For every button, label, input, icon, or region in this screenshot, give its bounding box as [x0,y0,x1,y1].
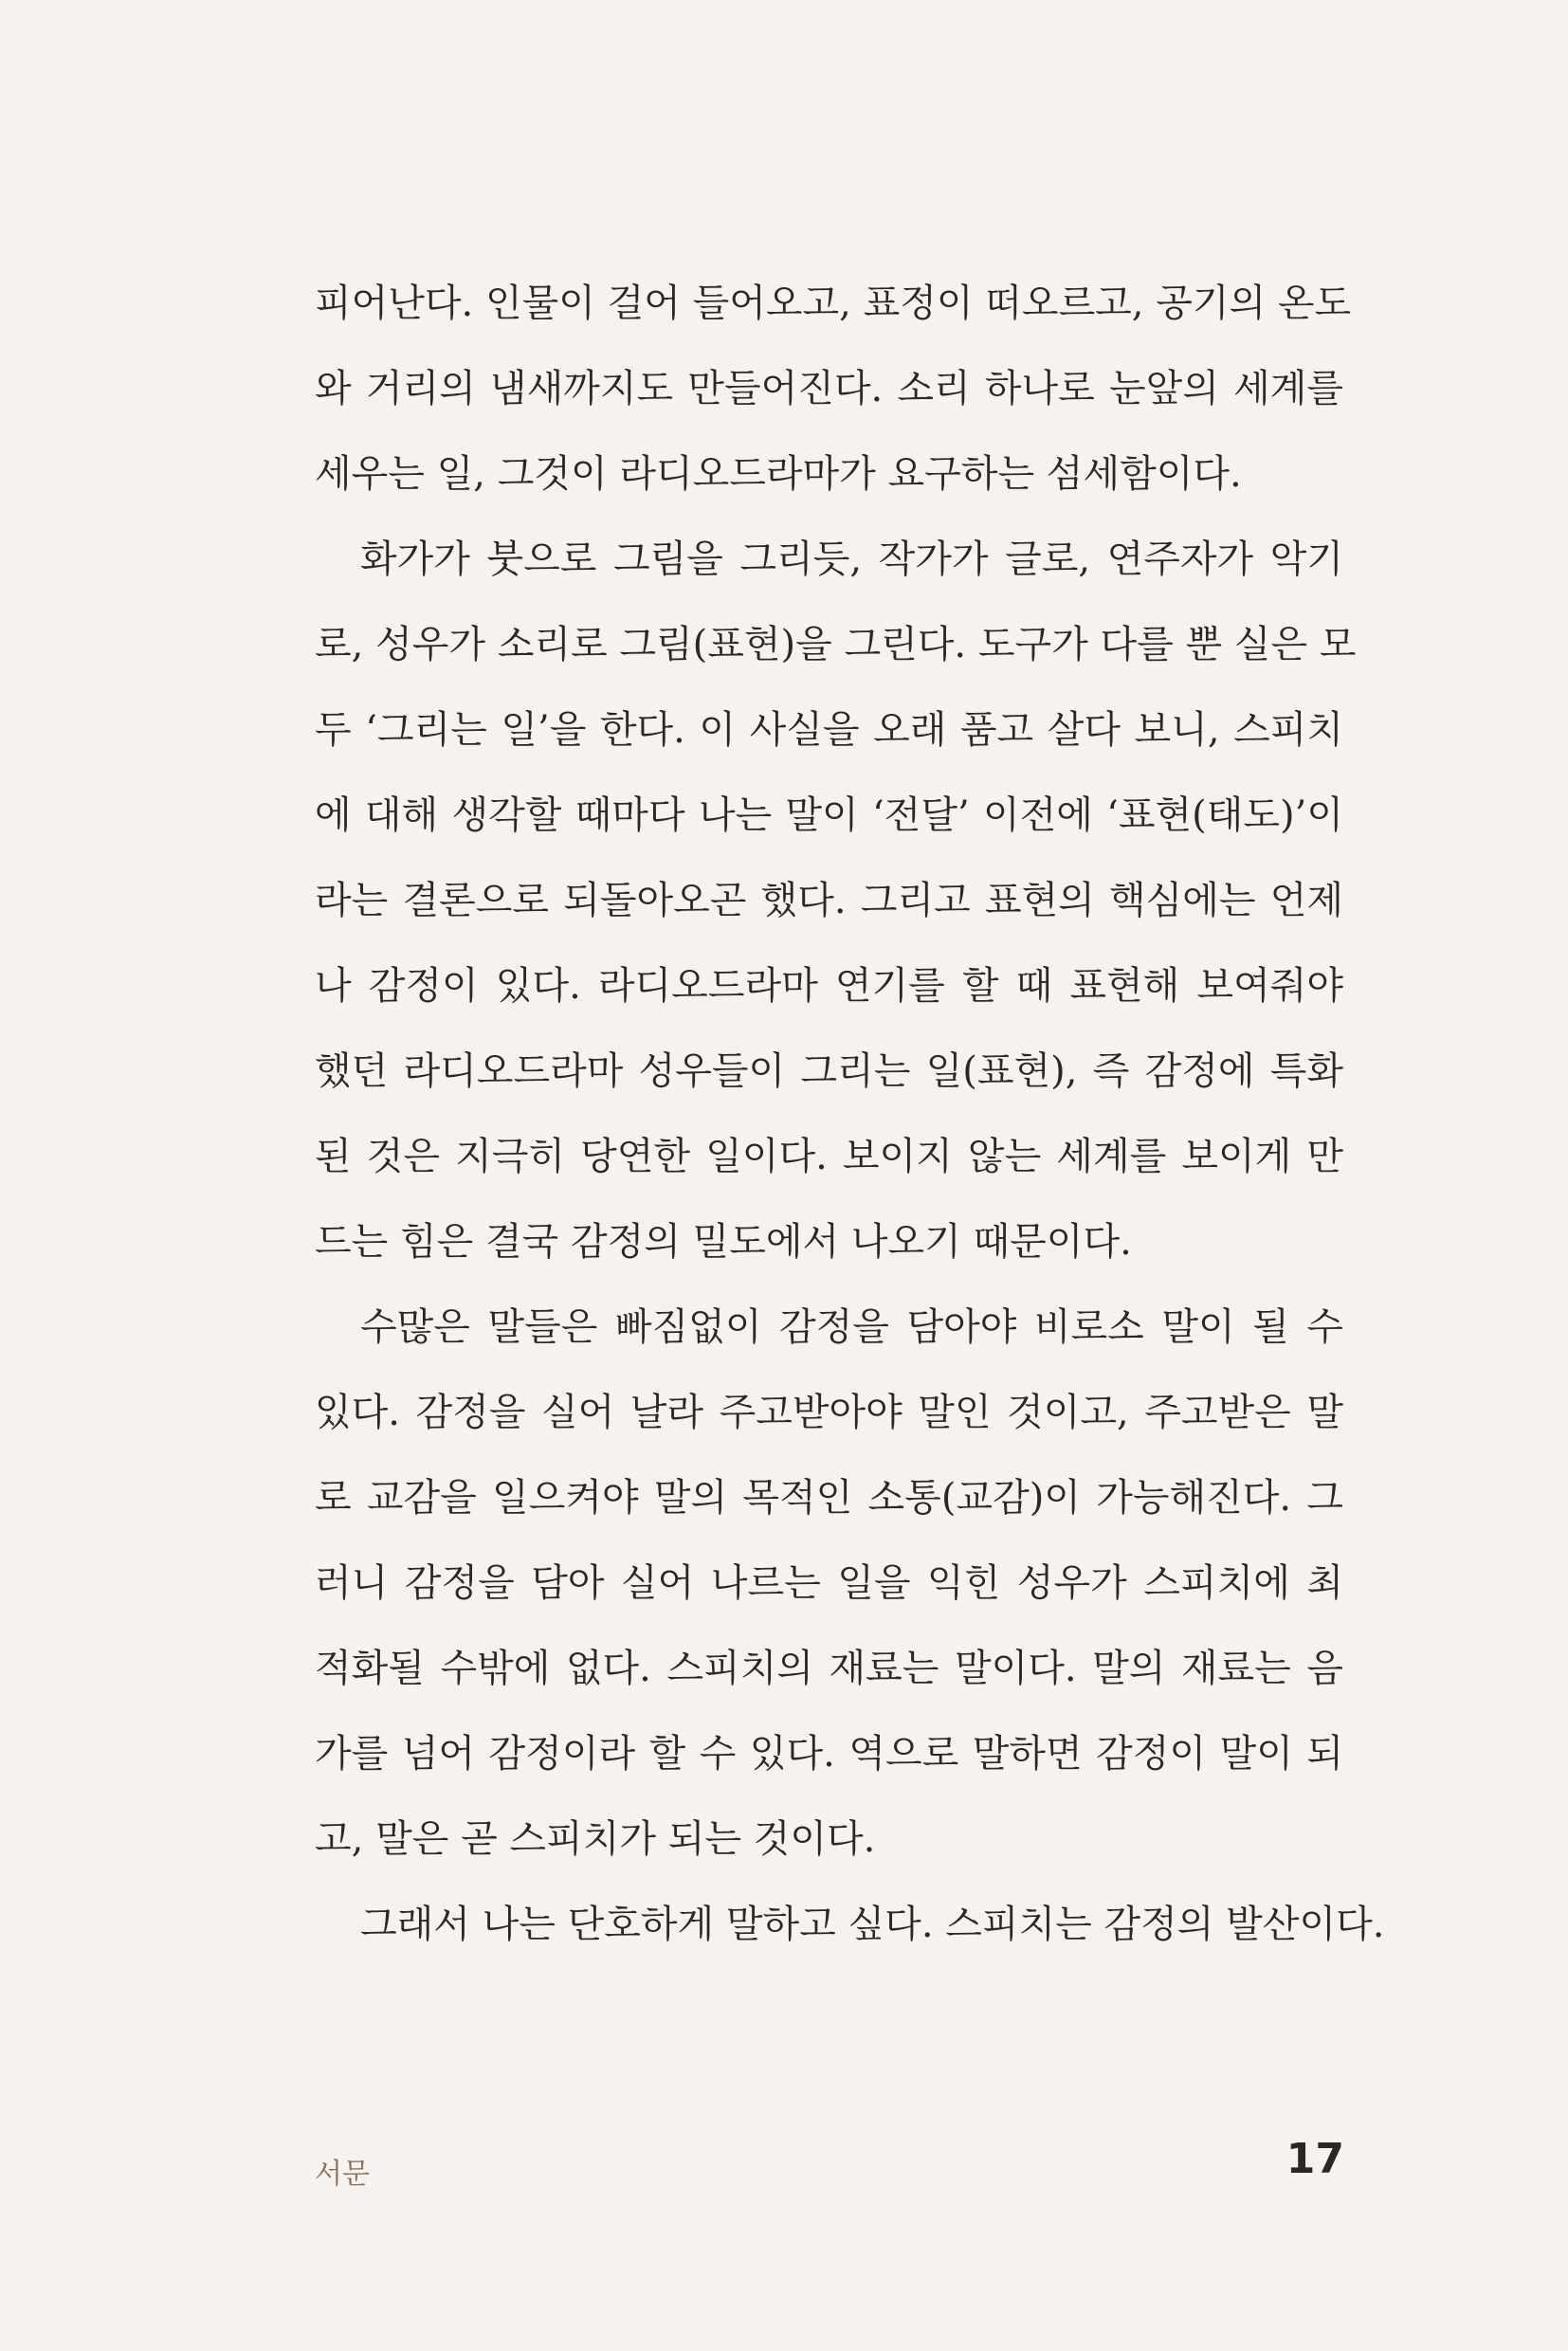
text-line: 러니 감정을 담아 실어 나르는 일을 익힌 성우가 스피치에 최 [315,1561,1343,1605]
text-line: 드는 힘은 결국 감정의 밀도에서 나오기 때문이다. [315,1220,1132,1264]
text-line: 고, 말은 곧 스피치가 되는 것이다. [315,1817,876,1861]
text-line: 했던 라디오드라마 성우들이 그리는 일(표현), 즉 감정에 특화 [315,1049,1343,1093]
text-line: 수많은 말들은 빠짐없이 감정을 담아야 비로소 말이 될 수 [360,1305,1343,1349]
text-line: 세우는 일, 그것이 라디오드라마가 요구하는 섬세함이다. [315,452,1242,496]
text-line: 화가가 붓으로 그림을 그리듯, 작가가 글로, 연주자가 악기 [360,538,1343,581]
running-footer-section: 서문 [315,2158,370,2191]
text-line: 적화될 수밖에 없다. 스피치의 재료는 말이다. 말의 재료는 음 [315,1647,1343,1690]
text-line: 에 대해 생각할 때마다 나는 말이 ‘전달’ 이전에 ‘표현(태도)’이 [315,793,1343,837]
text-line: 그래서 나는 단호하게 말하고 싶다. 스피치는 감정의 발산이다. [360,1903,1385,1946]
text-line: 라는 결론으로 되돌아오곤 했다. 그리고 표현의 핵심에는 언제 [315,879,1343,922]
text-line: 로, 성우가 소리로 그림(표현)을 그린다. 도구가 다를 뿐 실은 모 [315,623,1357,666]
text-line: 로 교감을 일으켜야 말의 목적인 소통(교감)이 가능해진다. 그 [315,1476,1343,1520]
text-line: 가를 넘어 감정이라 할 수 있다. 역으로 말하면 감정이 말이 되 [315,1732,1343,1776]
text-line: 나 감정이 있다. 라디오드라마 연기를 할 때 표현해 보여줘야 [315,964,1343,1008]
text-line: 두 ‘그리는 일’을 한다. 이 사실을 오래 품고 살다 보니, 스피치 [315,708,1343,752]
body-text [315,275,1385,1981]
text-line: 피어난다. 인물이 걸어 들어오고, 표정이 떠오르고, 공기의 온도 [315,282,1352,325]
text-line: 있다. 감정을 실어 날라 주고받아야 말인 것이고, 주고받은 말 [315,1391,1343,1434]
text-line: 와 거리의 냄새까지도 만들어진다. 소리 하나로 눈앞의 세계를 [315,367,1343,410]
page-number: 17 [1285,2135,1344,2183]
text-line: 된 것은 지극히 당연한 일이다. 보이지 않는 세계를 보이게 만 [315,1135,1343,1178]
